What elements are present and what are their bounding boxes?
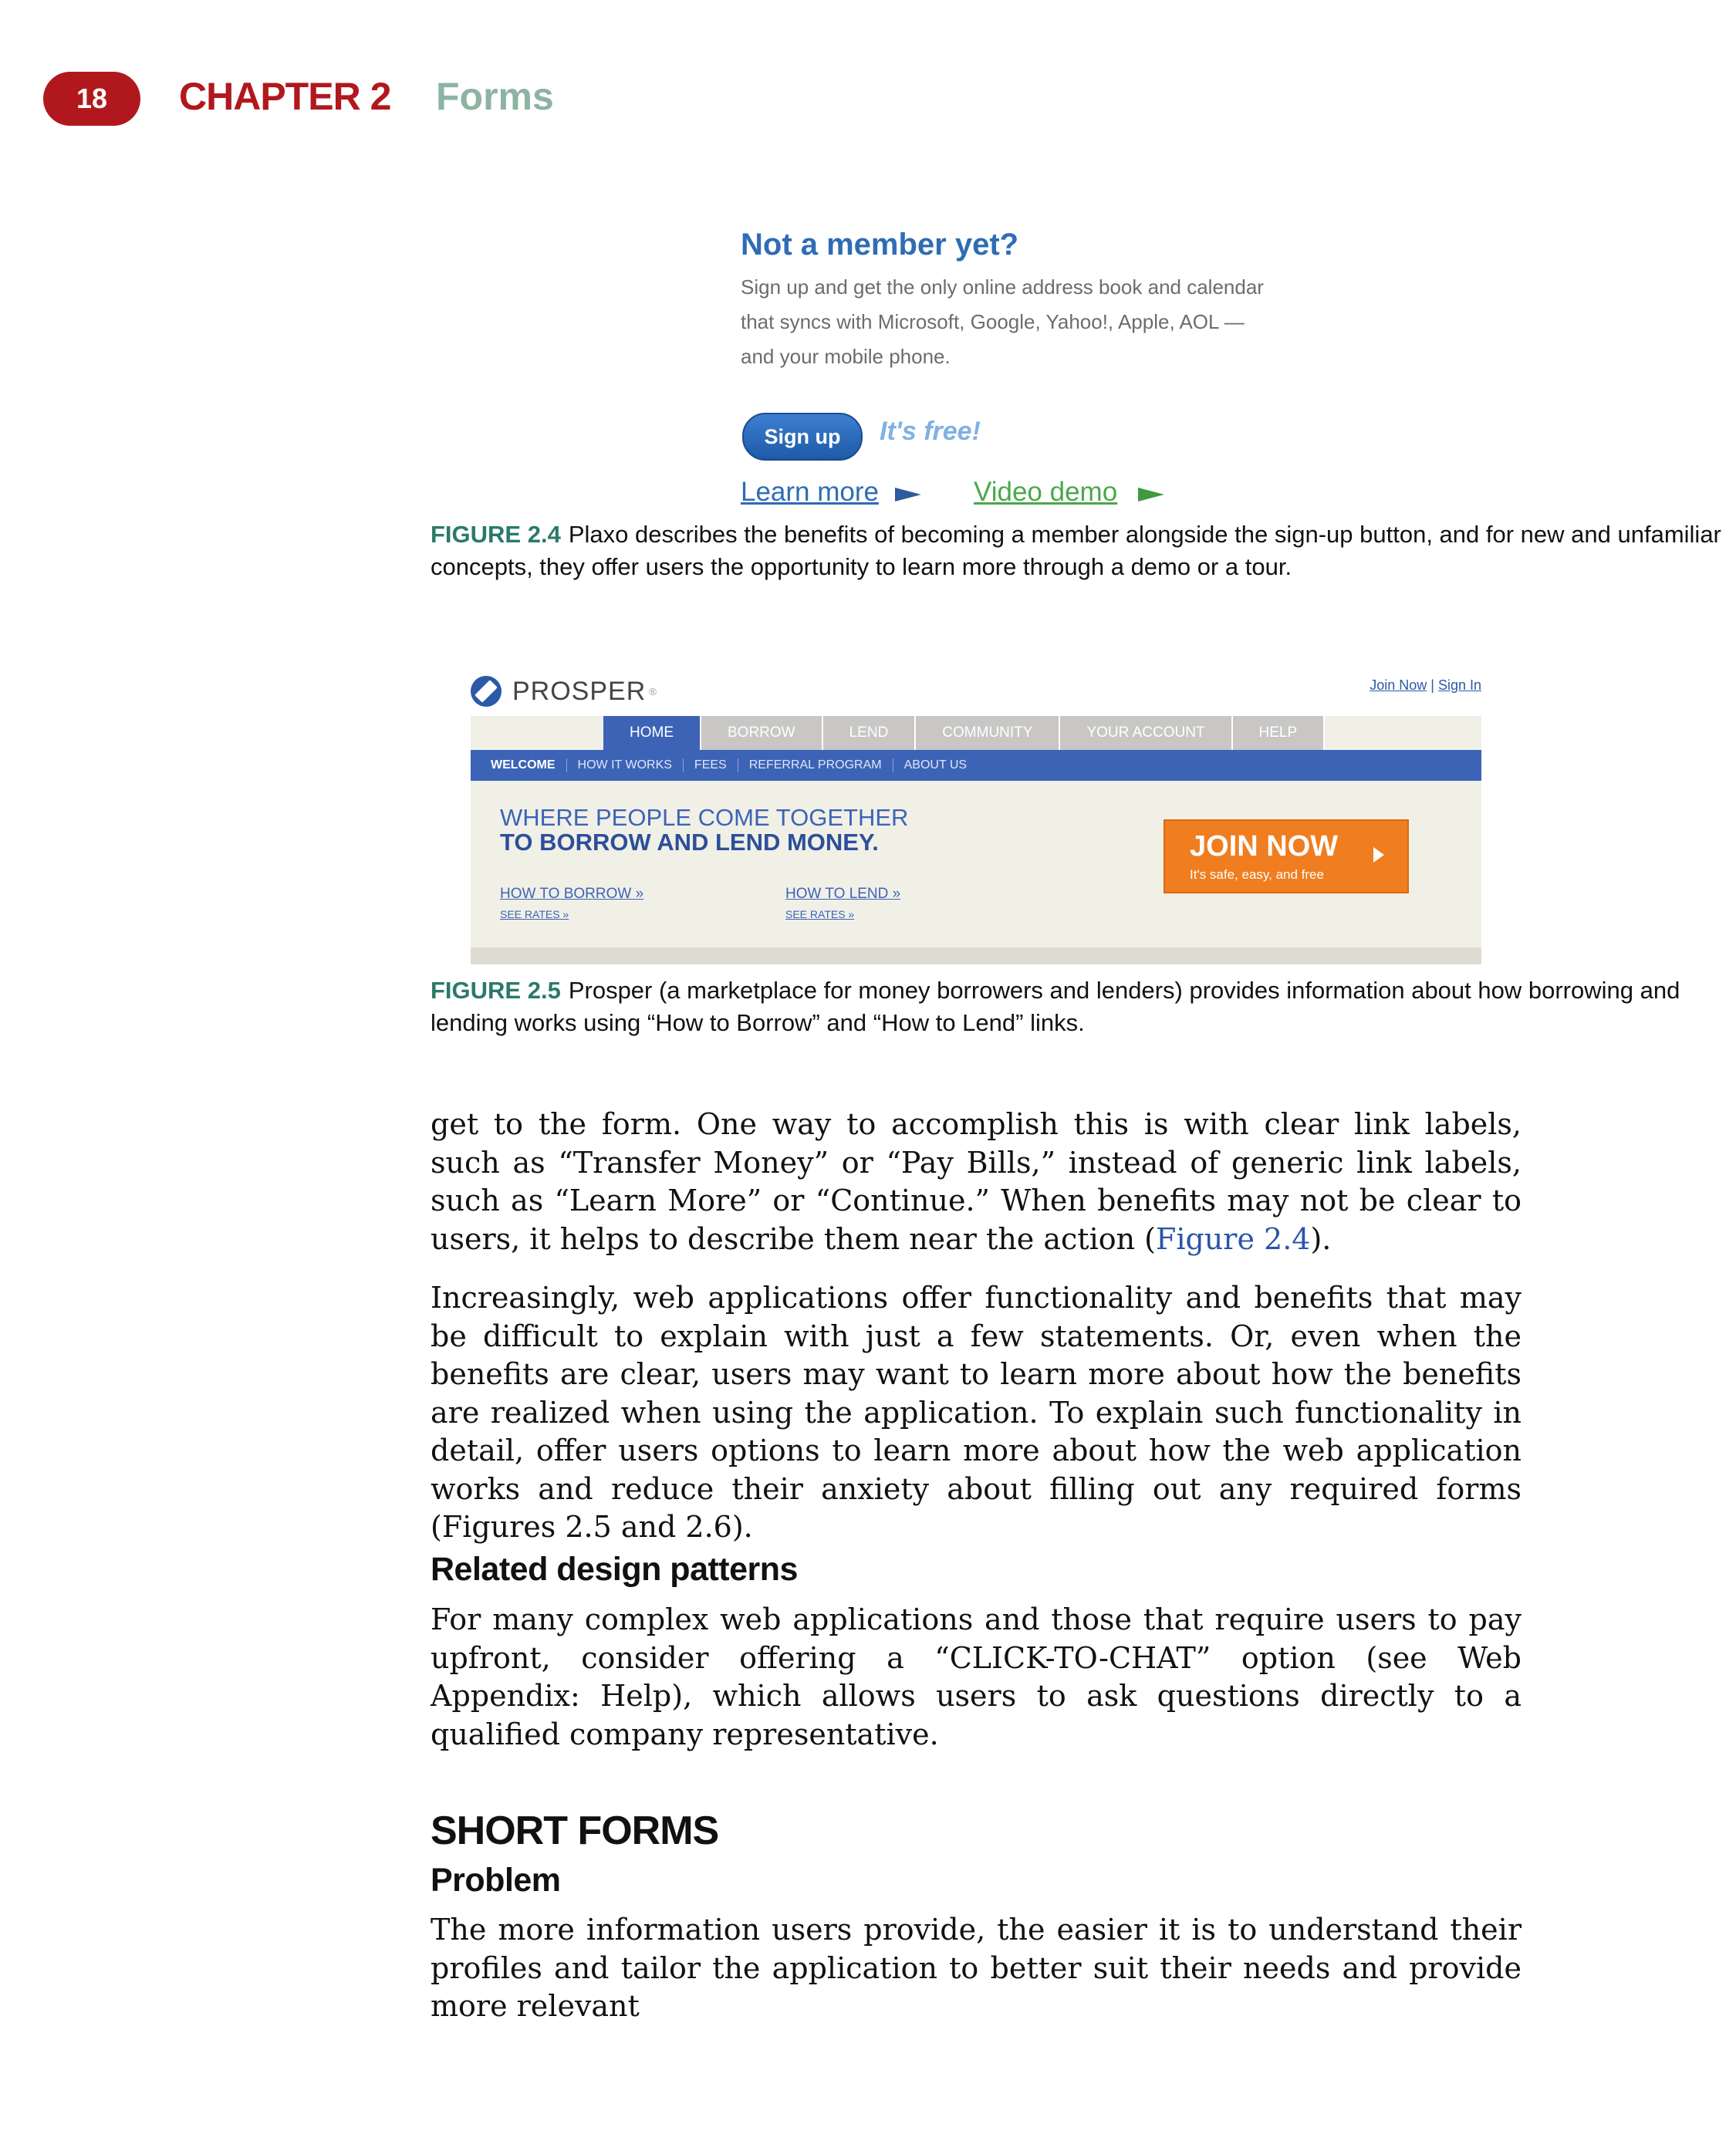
tab-lend[interactable]: LEND xyxy=(823,716,917,750)
figure-reference-link[interactable]: Figure 2.4 xyxy=(1155,1221,1311,1256)
tab-help[interactable]: HELP xyxy=(1233,716,1326,750)
prosper-top-bar xyxy=(471,671,1481,716)
caption-text: Prosper (a marketplace for money borrowers and lenders) provides information about how borrowing and lending works using “How to Borrow” and “How to Lend” links. xyxy=(431,977,1680,1036)
prosper-footer-strip xyxy=(471,947,1481,964)
tab-home[interactable]: HOME xyxy=(603,716,701,750)
body-paragraph: For many complex web applications and those that require users to pay upfront, consider offering a “CLICK-TO-CHAT” option (see Web Appendix: Help), which allows users to ask questions directly to a qualified company representative. xyxy=(431,1602,1522,1751)
play-arrow-icon xyxy=(1373,847,1384,863)
body-paragraph: The more information users provide, the easier it is to understand their profiles and tailor the application to better suit their needs and provide more relevant xyxy=(431,1913,1522,2023)
body-paragraph: Increasingly, web applications offer functionality and benefits that may be difficult to explain with just a few statements. Or, even when the benefits are clear, users may want to learn more about how the benefits are realized when using the application. To explain such functionality in detail, offer users options to learn more about how the web application works and reduce their anxiety about filling out any required forms (Figures 2.5 and 2.6). xyxy=(431,1281,1522,1544)
figure-caption xyxy=(431,518,1727,583)
free-text: It's free! xyxy=(880,417,981,446)
how-to-lend-link[interactable]: HOW TO LEND » xyxy=(785,886,901,902)
learn-more-link[interactable]: Learn more xyxy=(741,477,879,507)
figure-label: FIGURE 2.5 xyxy=(431,977,561,1004)
tab-borrow[interactable]: BORROW xyxy=(701,716,823,750)
sign-in-link[interactable]: Sign In xyxy=(1437,677,1481,693)
caption-text: Plaxo describes the benefits of becoming a member alongside the sign-up button, and for new and unfamiliar concepts, they offer users the opportunity to learn more through a demo or a tour. xyxy=(431,521,1721,580)
join-now-label: JOIN NOW xyxy=(1190,830,1339,863)
hero-line-2: TO BORROW AND LEND MONEY. xyxy=(500,829,879,856)
prosper-logo[interactable] xyxy=(471,676,657,707)
arrow-right-icon xyxy=(1138,488,1164,501)
plaxo-description: Sign up and get the only online address book and calendar that syncs with Microsoft, Google, Yahoo!, Apple, AOL — and your mobile phone. xyxy=(741,275,1264,368)
join-now-button[interactable] xyxy=(1164,819,1409,893)
see-rates-link[interactable]: SEE RATES » xyxy=(500,908,569,920)
signup-button[interactable]: Sign up xyxy=(742,413,863,461)
prosper-screenshot xyxy=(471,671,1481,964)
chapter-title: Forms xyxy=(436,75,554,118)
prosper-logo-text: PROSPER xyxy=(512,676,647,706)
hero-line-1: WHERE PEOPLE COME TOGETHER xyxy=(500,804,909,831)
compass-logo-icon xyxy=(471,676,502,707)
prosper-tabs xyxy=(603,716,1325,750)
subnav-about-us[interactable]: ABOUT US xyxy=(903,758,968,772)
figure-label: FIGURE 2.4 xyxy=(431,521,561,548)
tab-your-account[interactable]: YOUR ACCOUNT xyxy=(1060,716,1232,750)
paragraph-text: get to the form. One way to accomplish this is with clear link labels, such as “Transfer Money” or “Pay Bills,” instead of generic link labels, such as “Learn More” or “Continue.” When benefits may not be clear to users, it helps to describe them near the action ( xyxy=(431,1107,1522,1256)
plaxo-heading: Not a member yet? xyxy=(741,228,1019,262)
prosper-subnav xyxy=(471,750,1481,781)
how-to-borrow-link[interactable]: HOW TO BORROW » xyxy=(500,886,644,902)
registered-mark: ® xyxy=(649,685,657,697)
section-heading: Related design patterns xyxy=(431,1551,798,1588)
subnav-fees[interactable]: FEES xyxy=(684,758,738,772)
subnav-referral-program[interactable]: REFERRAL PROGRAM xyxy=(738,758,893,772)
chapter-label: CHAPTER 2 xyxy=(179,75,391,118)
join-now-link[interactable]: Join Now xyxy=(1370,677,1427,693)
paragraph-text: ). xyxy=(1310,1221,1332,1256)
figure-caption xyxy=(431,974,1727,1039)
tab-community[interactable]: COMMUNITY xyxy=(916,716,1060,750)
page-number-badge: 18 xyxy=(43,72,140,126)
subnav-welcome[interactable]: WELCOME xyxy=(471,758,567,772)
subsection-heading: Problem xyxy=(431,1862,561,1899)
section-title: SHORT FORMS xyxy=(431,1808,719,1853)
subnav-how-it-works[interactable]: HOW IT WORKS xyxy=(567,758,684,772)
account-links: Join Now | Sign In xyxy=(1370,677,1481,693)
video-demo-link[interactable]: Video demo xyxy=(974,477,1118,507)
body-paragraph xyxy=(431,1106,1522,1258)
join-now-subtext: It's safe, easy, and free xyxy=(1190,867,1324,882)
see-rates-link[interactable]: SEE RATES » xyxy=(785,908,855,920)
arrow-right-icon xyxy=(895,488,921,501)
